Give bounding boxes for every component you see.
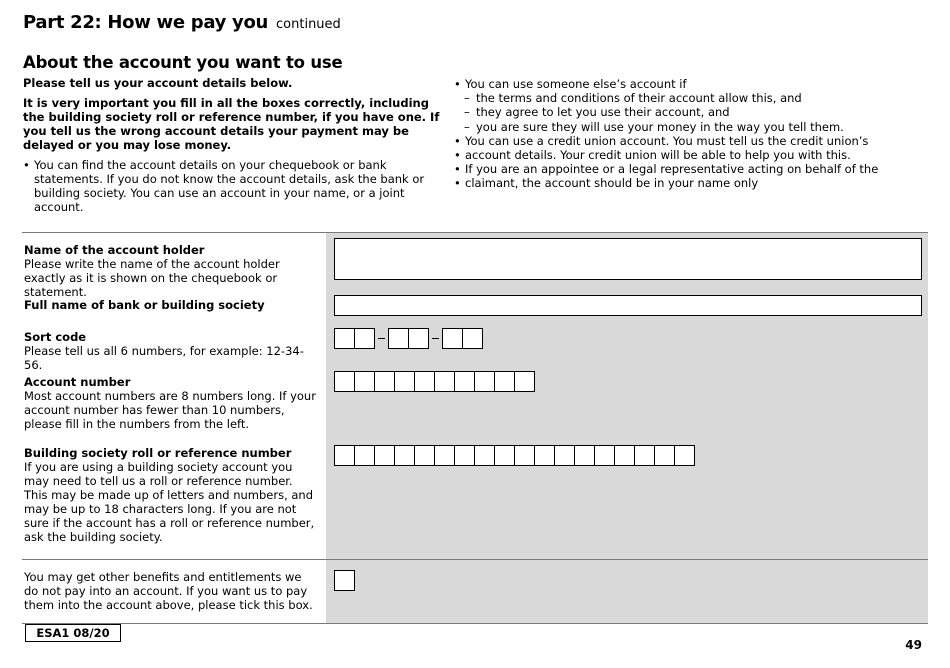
account-number-cell[interactable] xyxy=(514,371,535,392)
account-form xyxy=(22,232,928,624)
intro-bullet-text: You can find the account details on your chequebook or bank statements. If you do not know the account details, ask the bank or building society. You can use an account in your name, or a joint account. xyxy=(34,158,425,214)
other-benefits-checkbox[interactable] xyxy=(334,570,355,591)
intro-bullet xyxy=(23,158,443,214)
right-bullet-5-text: claimant, the account should be in your name only xyxy=(465,176,759,191)
right-dash-2 xyxy=(454,105,884,119)
account-number-help: Most account numbers are 8 numbers long. If your account number has fewer than 10 numbers, please fill in the numbers from the left. xyxy=(24,389,316,431)
sort-code-dash xyxy=(374,328,388,349)
right-bullet-4 xyxy=(454,162,884,176)
sort-code-dash xyxy=(428,328,442,349)
roll-number-cell[interactable] xyxy=(414,445,435,466)
account-number-cell[interactable] xyxy=(454,371,475,392)
account-number-cell[interactable] xyxy=(394,371,415,392)
sort-code-label-block xyxy=(24,330,319,372)
right-dash-2-text: they agree to let you use their account, and xyxy=(476,105,730,120)
roll-number-label-block xyxy=(24,446,319,544)
right-bullet-1-text: You can use someone else’s account if xyxy=(465,77,687,91)
account-number-cell[interactable] xyxy=(494,371,515,392)
roll-number-label: Building society roll or reference number xyxy=(24,446,292,460)
account-number-input[interactable] xyxy=(334,371,534,392)
intro-right xyxy=(454,77,884,191)
roll-number-cell[interactable] xyxy=(614,445,635,466)
page-number: 49 xyxy=(905,638,922,652)
roll-number-cell[interactable] xyxy=(394,445,415,466)
bullet-icon: • xyxy=(454,77,461,91)
sort-code-cell[interactable] xyxy=(354,328,375,349)
dash-icon: – xyxy=(464,105,470,120)
roll-number-cell[interactable] xyxy=(554,445,575,466)
right-dash-1 xyxy=(454,91,884,105)
roll-number-cell[interactable] xyxy=(594,445,615,466)
account-number-cell[interactable] xyxy=(434,371,455,392)
right-bullet-4-text: If you are an appointee or a legal representative acting on behalf of the xyxy=(465,162,879,177)
section-heading: About the account you want to use xyxy=(23,53,343,72)
right-dash-3 xyxy=(454,120,884,134)
roll-number-cell[interactable] xyxy=(674,445,695,466)
other-benefits-label: You may get other benefits and entitlements we do not pay into an account. If you want us to pay them into the account above, please tick this box. xyxy=(24,570,313,612)
roll-number-cell[interactable] xyxy=(574,445,595,466)
sort-code-cell[interactable] xyxy=(334,328,355,349)
field-column xyxy=(326,233,928,623)
sort-code-cell[interactable] xyxy=(408,328,429,349)
account-number-cell[interactable] xyxy=(474,371,495,392)
roll-number-cell[interactable] xyxy=(494,445,515,466)
roll-number-cell[interactable] xyxy=(334,445,355,466)
right-bullet-2 xyxy=(454,134,884,148)
right-bullet-1 xyxy=(454,77,884,91)
form-code: ESA1 08/20 xyxy=(25,624,121,642)
account-number-cell[interactable] xyxy=(334,371,355,392)
bank-name-label: Full name of bank or building society xyxy=(24,298,265,312)
intro-left xyxy=(23,76,443,214)
other-benefits-label-block xyxy=(24,570,319,612)
part-title: Part 22: How we pay you xyxy=(23,12,269,33)
right-bullet-3 xyxy=(454,148,884,162)
dash-icon: – xyxy=(464,91,470,106)
dash-icon: – xyxy=(464,119,470,134)
roll-number-cell[interactable] xyxy=(354,445,375,466)
right-bullet-2-text: You can use a credit union account. You must tell us the credit union’s xyxy=(465,133,869,148)
sort-code-cell[interactable] xyxy=(388,328,409,349)
roll-number-cell[interactable] xyxy=(534,445,555,466)
intro-line-1: Please tell us your account details below. xyxy=(23,76,293,90)
right-dash-3-text: you are sure they will use your money in the way you tell them. xyxy=(476,119,844,134)
roll-number-cell[interactable] xyxy=(514,445,535,466)
intro-line-2: It is very important you fill in all the boxes correctly, including the building society roll or reference number, if you have one. If you tell us the wrong account details your payment may be delayed or you may lose money. xyxy=(23,96,440,152)
bullet-icon: • xyxy=(454,133,461,148)
bullet-icon: • xyxy=(23,158,30,172)
title-suffix: continued xyxy=(276,17,341,32)
sort-code-cell[interactable] xyxy=(462,328,483,349)
right-dash-1-text: the terms and conditions of their account allow this, and xyxy=(476,91,802,106)
form-divider xyxy=(22,559,928,560)
sort-code-cell[interactable] xyxy=(442,328,463,349)
account-holder-help: Please write the name of the account holder exactly as it is shown on the chequebook or statement. xyxy=(24,257,280,299)
account-number-label: Account number xyxy=(24,375,131,389)
account-number-cell[interactable] xyxy=(374,371,395,392)
right-bullet-5 xyxy=(454,176,884,190)
sort-code-help: Please tell us all 6 numbers, for example: 12-34-56. xyxy=(24,344,304,372)
bullet-icon: • xyxy=(454,176,461,191)
roll-number-cell[interactable] xyxy=(634,445,655,466)
account-holder-label: Name of the account holder xyxy=(24,243,205,257)
account-holder-label-block xyxy=(24,243,319,299)
sort-code-label: Sort code xyxy=(24,330,87,344)
roll-number-cell[interactable] xyxy=(434,445,455,466)
bullet-icon: • xyxy=(454,162,461,177)
roll-number-cell[interactable] xyxy=(374,445,395,466)
roll-number-cell[interactable] xyxy=(474,445,495,466)
roll-number-cell[interactable] xyxy=(454,445,475,466)
account-number-cell[interactable] xyxy=(414,371,435,392)
account-number-label-block xyxy=(24,375,319,431)
sort-code-input[interactable] xyxy=(334,328,482,349)
bullet-icon: • xyxy=(454,148,461,163)
right-bullet-3-text: account details. Your credit union will be able to help you with this. xyxy=(465,148,851,163)
bank-name-input[interactable] xyxy=(334,295,922,316)
account-number-cell[interactable] xyxy=(354,371,375,392)
roll-number-input[interactable] xyxy=(334,445,694,466)
roll-number-cell[interactable] xyxy=(654,445,675,466)
page-title xyxy=(23,12,341,33)
account-holder-input[interactable] xyxy=(334,238,922,280)
roll-number-help: If you are using a building society account you may need to tell us a roll or reference number. This may be made up of letters and numbers, and may be up to 18 characters long. If you are not sure if the account has a roll or reference number, ask the building society. xyxy=(24,460,315,544)
bank-name-label-block xyxy=(24,298,319,312)
